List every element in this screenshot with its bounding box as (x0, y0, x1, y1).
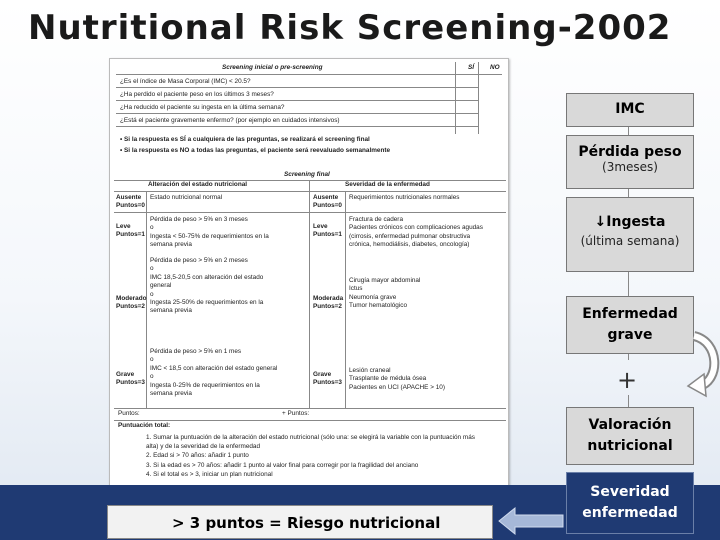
pre-question-row (116, 75, 478, 88)
pre-question: ¿Ha perdido el paciente peso en los últimos 3 meses? (120, 91, 274, 98)
puntos-right: + Puntos: (282, 410, 310, 417)
pre-question: ¿Ha reducido el paciente su ingesta en la última semana? (120, 104, 285, 111)
col-left-header: Alteración del estado nutricional (148, 181, 248, 188)
criteria-line: o (150, 356, 154, 364)
criteria-line: o (150, 265, 154, 273)
criteria-line: Requerimientos nutricionales normales (349, 194, 460, 201)
box-perdida-sub: (3meses) (602, 160, 658, 174)
left-criteria (150, 216, 269, 250)
box-enfermedad-line1: Enfermedad (582, 306, 678, 322)
box-perdida-peso (566, 135, 694, 189)
right-criteria (349, 194, 459, 202)
criteria-line: Pérdida de peso > 5% en 3 meses (150, 216, 248, 223)
right-criteria (349, 216, 483, 250)
box-severidad-line1: Severidad (590, 484, 670, 500)
criteria-line: o (150, 373, 154, 381)
divider (114, 420, 506, 421)
pre-bullet-text: Si la respuesta es NO a todas las preguntas, el paciente será reevaluado semanalmente (124, 147, 391, 154)
box-enfermedad-line2: grave (607, 327, 653, 343)
left-criteria (150, 194, 222, 202)
step-line: alta) y de la severidad de la enfermedad (146, 443, 261, 451)
box-imc-label: IMC (615, 101, 645, 117)
criteria-line: crónica, hemodiálisis, diabetes, oncología) (349, 241, 470, 249)
curved-arrow-icon (680, 330, 720, 400)
criteria-line: IMC < 18,5 con alteración del estado general (150, 364, 278, 372)
level-label (116, 371, 145, 388)
criteria-line: Cirugía mayor abdominal (349, 277, 421, 284)
level-points: Puntos=3 (313, 379, 342, 387)
level-points: Puntos=1 (116, 231, 145, 239)
pre-bullet: • Si la respuesta es SÍ a cualquiera de las preguntas, se realizará el screening final (120, 136, 370, 143)
divider (309, 180, 310, 408)
slide-title: Nutritional Risk Screening-2002 (28, 8, 672, 48)
criteria-line: semana previa (150, 390, 192, 398)
pre-bullet: • Si la respuesta es NO a todas las preguntas, el paciente será reevaluado semanalmente (120, 147, 391, 154)
box-valoracion-line1: Valoración (588, 417, 672, 433)
step-line: 4. Si el total es > 3, iniciar un plan nutricional (146, 470, 273, 478)
criteria-line: semana previa (150, 307, 192, 315)
pre-screening-header (116, 62, 502, 75)
pre-question-row (116, 101, 478, 114)
level-name: Ausente (313, 194, 339, 201)
criteria-line: Pacientes en UCI (APACHE > 10) (349, 383, 445, 391)
flow-connector (628, 395, 629, 407)
final-screening-header (116, 169, 502, 180)
step-line: 2. Edad si > 70 años: añadir 1 punto (146, 452, 249, 460)
level-points: Puntos=3 (116, 379, 145, 387)
level-name: Grave (116, 371, 135, 378)
level-label (313, 194, 342, 211)
criteria-line: Neumonía grave (349, 293, 397, 301)
nrs-2002-form (109, 58, 509, 494)
box-severidad-enfermedad (566, 472, 694, 534)
step-line: 1. Sumar la puntuación de la alteración del estado nutricional (sólo una: se elegirá la variable con la puntuación más (146, 434, 475, 441)
pre-screening-title: Screening inicial o pre-screening (222, 64, 323, 71)
final-screening-title: Screening final (284, 171, 330, 178)
col-right-header: Severidad de la enfermedad (345, 181, 430, 188)
criteria-line: Trasplante de médula ósea (349, 375, 427, 383)
total-steps (146, 433, 475, 479)
criteria-line: Pacientes crónicos con complicaciones agudas (349, 224, 483, 232)
criteria-line: (cirrosis, enfermedad pulmonar obstructiva (349, 232, 471, 240)
step-line: 3. Si la edad es > 70 años: añadir 1 punto al valor final para corregir por la fragilidad del anciano (146, 461, 419, 469)
col-si: SÍ (468, 64, 475, 71)
box-valoracion-line2: nutricional (587, 438, 673, 454)
criteria-line: Ingesta 0-25% de requerimientos en la (150, 381, 260, 389)
divider (114, 408, 506, 409)
criteria-line: o (150, 290, 154, 298)
level-name: Ausente (116, 194, 142, 201)
divider (114, 191, 506, 192)
left-criteria (150, 348, 277, 398)
level-label (116, 194, 145, 211)
criteria-line: o (150, 224, 154, 232)
criteria-line: IMC 18,5-20,5 con alteración del estado (150, 273, 264, 281)
box-valoracion-nutricional (566, 407, 694, 465)
box-enfermedad-grave (566, 296, 694, 354)
criteria-line: Ingesta < 50-75% de requerimientos en la (150, 232, 269, 240)
divider (478, 62, 479, 134)
criteria-line: Pérdida de peso > 5% en 2 meses (150, 257, 248, 264)
level-name: Moderada (313, 295, 344, 302)
level-points: Puntos=1 (313, 231, 342, 239)
box-severidad-line2: enfermedad (582, 505, 678, 521)
level-name: Grave (313, 371, 332, 378)
box-imc (566, 93, 694, 127)
left-arrow-icon (497, 506, 565, 536)
puntos-left: Puntos: (118, 410, 140, 417)
box-ingesta-sub: (última semana) (580, 234, 680, 248)
flow-connector (628, 270, 629, 296)
pre-question: ¿Está el paciente gravemente enfermo? (por ejemplo en cuidados intensivos) (120, 117, 340, 124)
level-label (116, 223, 145, 240)
divider (345, 191, 346, 408)
right-criteria (349, 367, 445, 392)
criteria-line: Lesión craneal (349, 367, 391, 374)
level-label (116, 295, 147, 312)
criteria-line: Estado nutricional normal (150, 194, 223, 201)
criteria-line: semana previa (150, 241, 192, 249)
level-label (313, 295, 343, 312)
level-label (313, 223, 342, 240)
level-points: Puntos=0 (116, 202, 145, 210)
criteria-line: Tumor hematológico (349, 302, 408, 310)
total-label: Puntuación total: (118, 422, 171, 429)
criteria-line: general (150, 282, 172, 290)
criteria-line: Pérdida de peso > 5% en 1 mes (150, 348, 242, 355)
plus-sign: + (617, 366, 638, 394)
right-criteria (349, 277, 420, 311)
level-name: Moderado (116, 295, 147, 302)
result-box (107, 505, 493, 539)
level-points: Puntos=0 (313, 202, 342, 210)
criteria-line: Ingesta 25-50% de requerimientos en la (150, 299, 264, 307)
result-text: > 3 puntos = Riesgo nutricional (172, 514, 441, 532)
criteria-line: Ictus (349, 285, 363, 293)
box-ingesta-label: ↓Ingesta (594, 214, 666, 230)
box-ingesta (566, 197, 694, 272)
level-name: Leve (313, 223, 328, 230)
pre-question-row (116, 88, 478, 101)
divider (114, 212, 506, 213)
col-no: NO (490, 64, 500, 71)
level-label (313, 371, 342, 388)
pre-question: ¿Es el índice de Masa Corporal (IMC) < 20.5? (120, 78, 251, 85)
level-points: Puntos=2 (313, 303, 342, 311)
box-perdida-label: Pérdida peso (578, 144, 682, 160)
left-criteria (150, 257, 263, 316)
level-points: Puntos=2 (116, 303, 145, 311)
criteria-line: Fractura de cadera (349, 216, 403, 223)
pre-bullet-text: Si la respuesta es SÍ a cualquiera de las preguntas, se realizará el screening final (124, 136, 370, 143)
level-name: Leve (116, 223, 131, 230)
pre-question-row (116, 114, 478, 127)
